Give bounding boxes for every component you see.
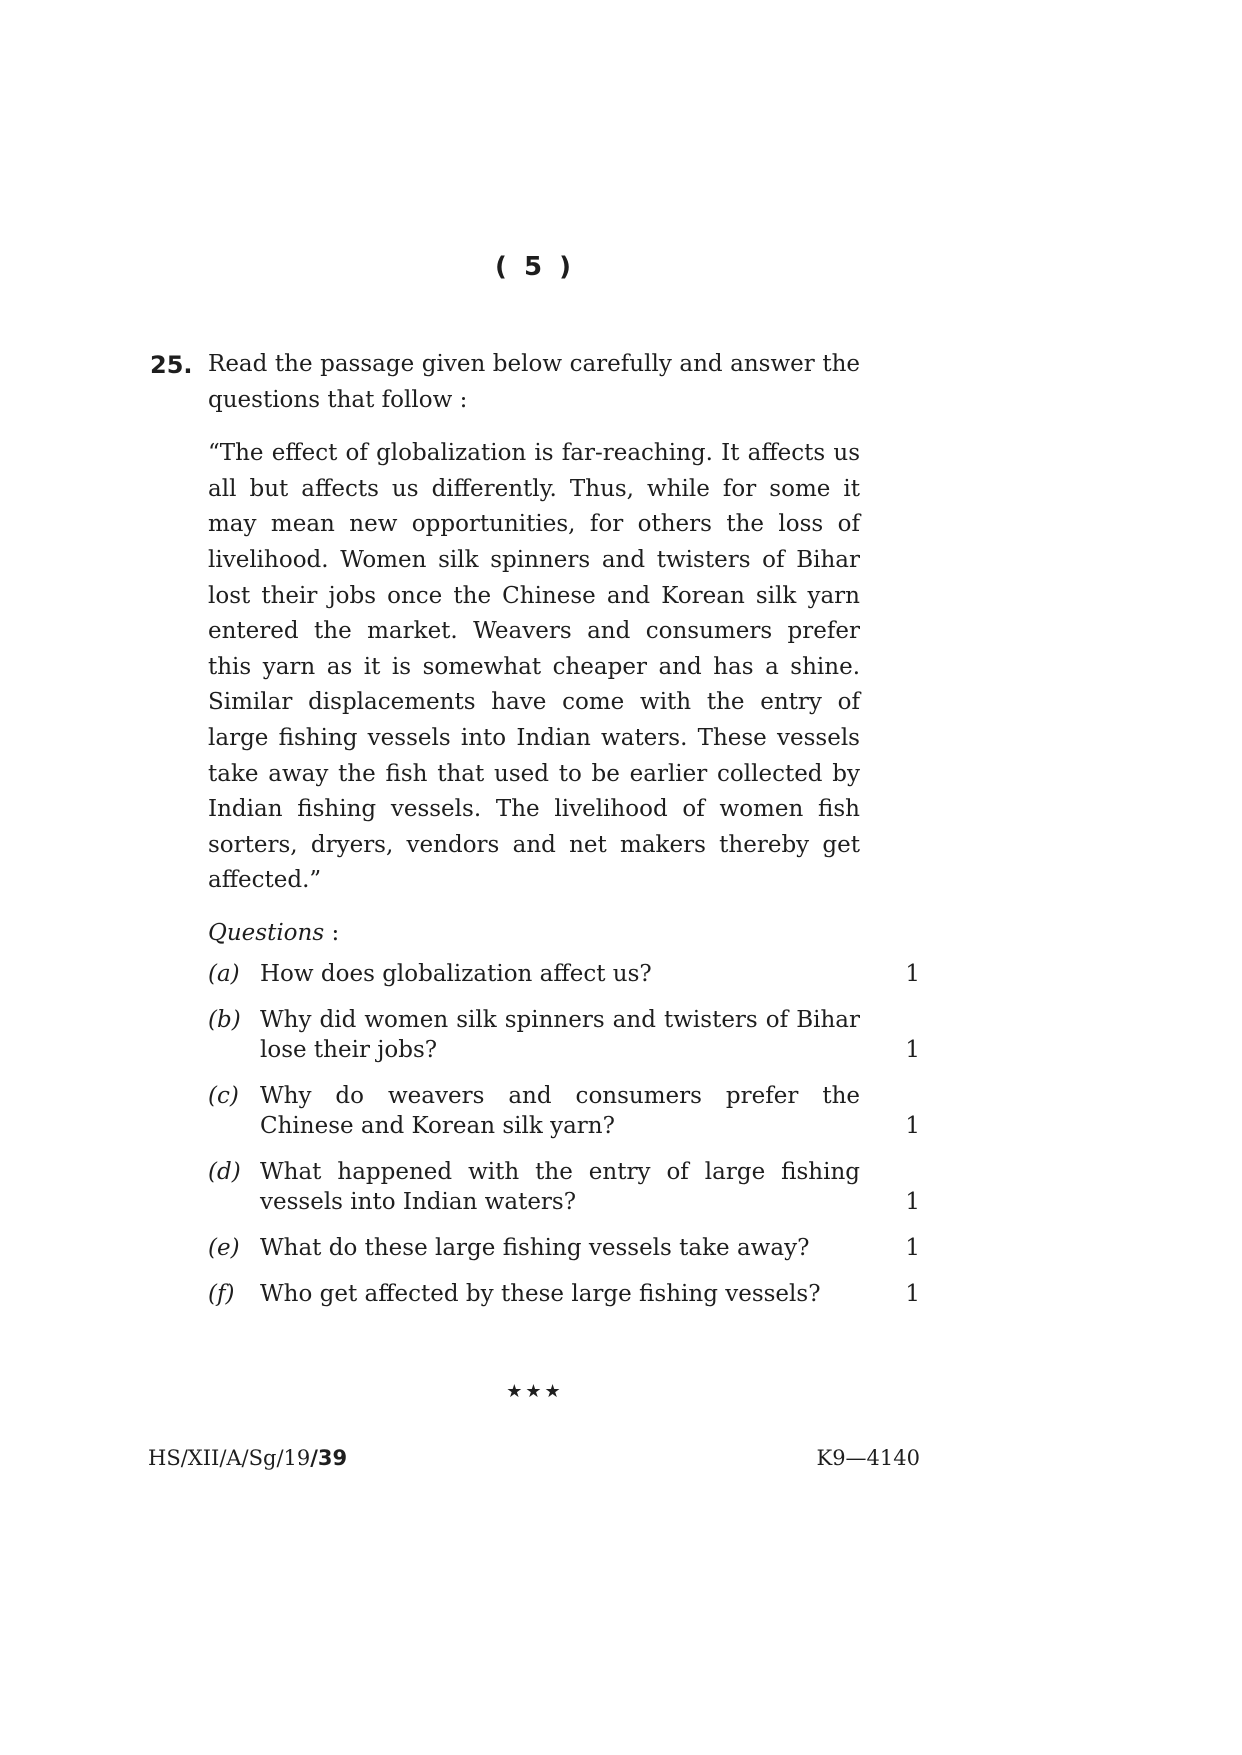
footer-code-prefix: HS/XII/A/Sg/19 <box>148 1446 311 1470</box>
sub-question-c <box>208 1081 920 1141</box>
sub-question-marks: 1 <box>905 1280 920 1307</box>
sub-question-label: (a) <box>208 960 240 987</box>
sub-question-text: What do these large fishing vessels take away? <box>260 1234 810 1261</box>
sub-question-text: How does globalization affect us? <box>260 960 652 987</box>
footer-paper-code <box>148 1446 347 1470</box>
footer-print-code: K9—4140 <box>816 1446 920 1470</box>
sub-question-marks: 1 <box>905 1112 920 1139</box>
questions-heading <box>208 915 860 951</box>
sub-question-text: Who get affected by these large fishing vessels? <box>260 1280 821 1307</box>
sub-question-text: Why do weavers and consumers prefer the Chinese and Korean silk yarn? <box>260 1082 860 1139</box>
sub-question-label: (f) <box>208 1280 235 1307</box>
sub-question-marks: 1 <box>905 960 920 987</box>
sub-question-a <box>208 959 920 989</box>
questions-heading-label: Questions <box>208 919 325 946</box>
sub-question-b <box>208 1005 920 1065</box>
sub-question-marks: 1 <box>905 1188 920 1215</box>
end-stars: ★★★ <box>506 1381 564 1402</box>
sub-question-marks: 1 <box>905 1234 920 1261</box>
sub-question-list <box>208 959 920 1309</box>
sub-question-label: (b) <box>208 1006 241 1033</box>
question-intro: Read the passage given below carefully and answer the questions that follow : <box>208 351 860 413</box>
sub-question-label: (d) <box>208 1158 241 1185</box>
page-number: ( 5 ) <box>495 252 575 282</box>
sub-question-d <box>208 1157 920 1217</box>
sub-question-e <box>208 1233 920 1263</box>
question-number: 25. <box>150 351 193 379</box>
sub-question-text: Why did women silk spinners and twisters of Bihar lose their jobs? <box>260 1006 860 1063</box>
sub-question-label: (e) <box>208 1234 240 1261</box>
passage-text: “The effect of globalization is far-reaching. It affects us all but affects us differently. Thus, while for some it may mean new opportunities, for others the loss of livelihood. Women silk spinners and twisters of Bihar lost their jobs once the Chinese and Korean silk yarn entered the market. Weavers and consumers prefer this yarn as it is somewhat cheaper and has a shine. Similar displacements have come with the entry of large fishing vessels into Indian waters. These vessels take away the fish that used to be earlier collected by Indian fishing vessels. The livelihood of women fish sorters, dryers, vendors and net makers thereby get affected.” <box>208 440 860 894</box>
sub-question-text: What happened with the entry of large fishing vessels into Indian waters? <box>260 1158 860 1215</box>
questions-heading-colon: : <box>324 919 340 946</box>
question-25 <box>150 347 920 1325</box>
sub-question-marks: 1 <box>905 1036 920 1063</box>
question-body <box>208 347 920 1309</box>
sub-question-f <box>208 1279 920 1309</box>
sub-question-label: (c) <box>208 1082 239 1109</box>
footer-code-bold: /39 <box>310 1446 348 1470</box>
